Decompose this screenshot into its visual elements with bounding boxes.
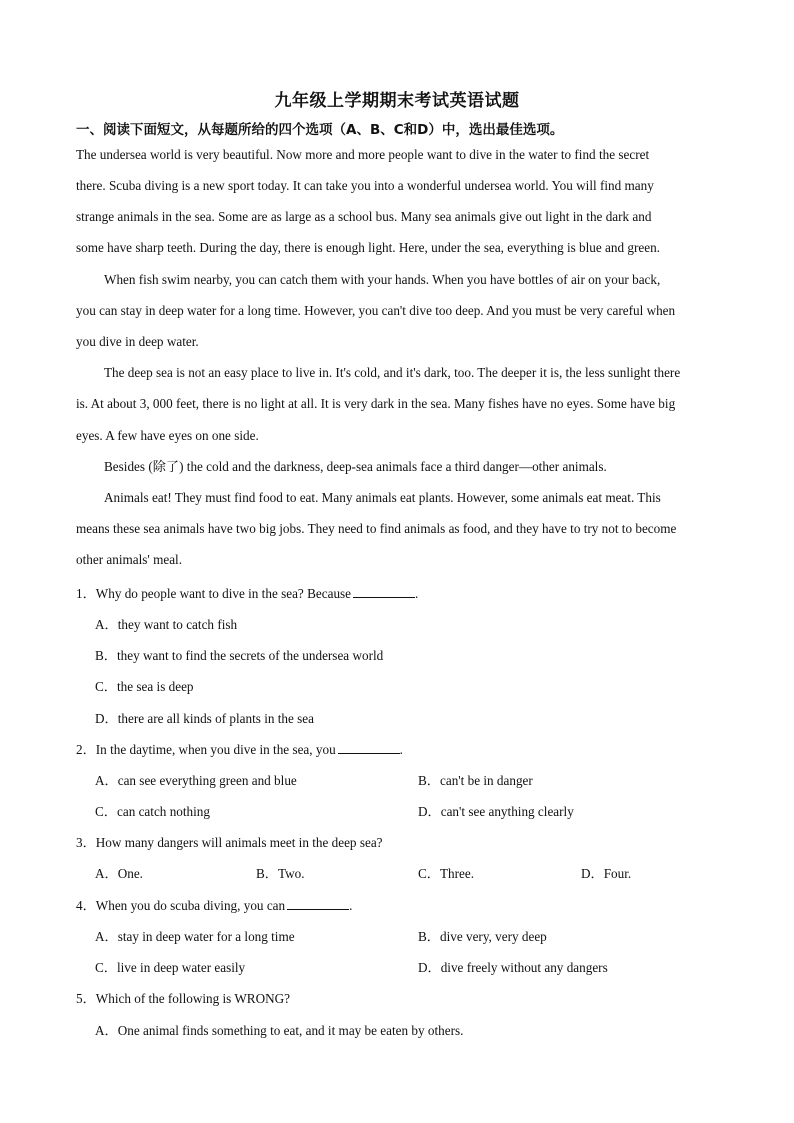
answer-blank [353,585,415,598]
passage-line: Besides (除了) the cold and the darkness, deep-sea animals face a third danger—other animals. [104,459,607,474]
passage-line: When fish swim nearby, you can catch them with your hands. When you have bottles of air on your back, [104,272,661,287]
option-d[interactable]: D．can't see anything clearly [418,804,574,819]
answer-blank [338,741,400,754]
passage-line: The deep sea is not an easy place to live in. It's cold, and it's dark, too. The deeper it is, the less sunlight there [104,365,681,380]
question-text: 4．When you do scuba diving, you can [76,898,286,913]
option-a[interactable]: A．they want to catch fish [95,617,238,632]
option-b[interactable]: B．can't be in danger [418,773,533,788]
option-d[interactable]: D．dive freely without any dangers [418,960,608,975]
section-heading: 一、阅读下面短文，从每题所给的四个选项（A、B、C和D）中，选出最佳选项。 [76,122,564,138]
option-d[interactable]: D．there are all kinds of plants in the sea [95,711,314,726]
passage-line: you can stay in deep water for a long time. However, you can't dive too deep. And you must be very careful when [76,303,676,318]
passage-line: other animals' meal. [76,552,183,567]
option-a[interactable]: A．can see everything green and blue [95,773,297,788]
question-stem: 1．Why do people want to dive in the sea? Because . [76,586,419,601]
question-text: 5．Which of the following is WRONG? [76,991,291,1006]
option-c[interactable]: C．Three. [418,866,475,881]
question-stem [76,832,383,851]
passage-line: some have sharp teeth. During the day, there is enough light. Here, under the sea, everything is blue and green. [76,240,660,255]
option-d[interactable]: D．Four. [581,866,632,881]
passage-line: strange animals in the sea. Some are as large as a school bus. Many sea animals give out light in the dark and [76,209,652,224]
question-text: 3．How many dangers will animals meet in the deep sea? [76,835,383,850]
option-c[interactable]: C．the sea is deep [95,679,194,694]
question-stem: 4．When you do scuba diving, you can . [76,898,353,913]
option-b[interactable]: B．dive very, very deep [418,929,547,944]
option-a[interactable]: A．One animal finds something to eat, and it may be eaten by others. [95,1023,464,1038]
page-title: 九年级上学期期末考试英语试题 [274,91,520,111]
option-c[interactable]: C．can catch nothing [95,804,210,819]
option-b[interactable]: B．Two. [256,866,305,881]
passage-line: The undersea world is very beautiful. Now more and more people want to dive in the water to find the secret [76,147,650,162]
passage-line: you dive in deep water. [76,334,199,349]
question-text: 2．In the daytime, when you dive in the sea, you [76,742,336,757]
passage-line: is. At about 3, 000 feet, there is no light at all. It is very dark in the sea. Many fishes have no eyes. Some have big [76,396,676,411]
question-stem: 2．In the daytime, when you dive in the sea, you . [76,742,403,757]
option-a[interactable]: A．One. [95,866,143,881]
option-b[interactable]: B．they want to find the secrets of the undersea world [95,648,384,663]
passage-line: there. Scuba diving is a new sport today. It can take you into a wonderful undersea world. You will find many [76,178,654,193]
question-text: 1．Why do people want to dive in the sea? Because [76,586,352,601]
question-stem [76,988,290,1007]
passage-line: eyes. A few have eyes on one side. [76,428,259,443]
passage-line: Animals eat! They must find food to eat. Many animals eat plants. However, some animals eat meat. This [104,490,661,505]
answer-blank [287,897,349,910]
option-a[interactable]: A．stay in deep water for a long time [95,929,295,944]
passage-line: means these sea animals have two big jobs. They need to find animals as food, and they have to try not to become [76,521,677,536]
option-c[interactable]: C．live in deep water easily [95,960,246,975]
